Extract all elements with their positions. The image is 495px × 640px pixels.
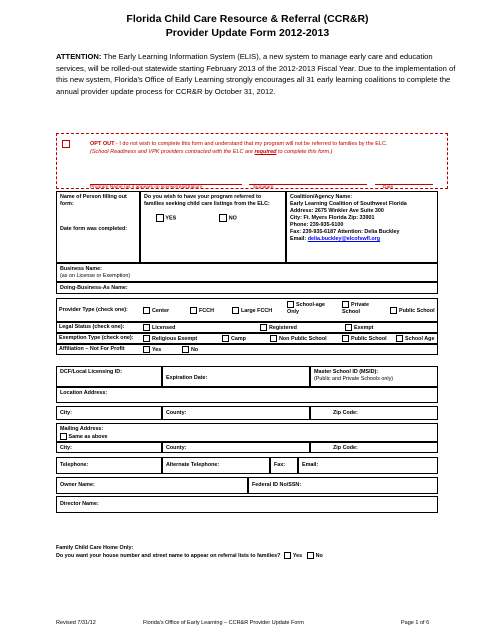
attention-label: ATTENTION: — [56, 52, 102, 61]
provider-large-fcch-checkbox[interactable] — [232, 307, 239, 314]
provider-school-age-option[interactable] — [287, 301, 337, 316]
telephone-cell[interactable] — [56, 457, 162, 474]
exemption-camp-label: Camp — [231, 335, 246, 342]
mailing-label: Mailing Address: — [60, 426, 104, 432]
person-cell[interactable] — [56, 191, 140, 263]
affiliation-no-checkbox[interactable] — [182, 346, 189, 353]
master-school-label: Master School ID (MSID): — [314, 369, 379, 375]
provider-public-school-checkbox[interactable] — [390, 307, 397, 314]
legal-exempt-label: Exempt — [354, 324, 374, 331]
form-title: Florida Child Care Resource & Referral (CCR&R) — [126, 13, 369, 25]
master-school-cell[interactable] — [310, 366, 438, 387]
city-cell[interactable] — [56, 406, 162, 420]
referral-no-label: NO — [228, 215, 237, 222]
exemption-school-age-label: School Age — [405, 335, 435, 342]
exemption-public-school-option[interactable] — [342, 335, 387, 343]
coalition-address: Address: 2675 Winkler Ave Suite 300 — [290, 208, 384, 214]
coalition-fax: Fax: 239-935-6187 Attention: Delia Buckley — [290, 229, 400, 235]
provider-large-fcch-label: Large FCCH — [241, 307, 273, 314]
exemption-religious-checkbox[interactable] — [143, 335, 150, 342]
exemption-type-label: Exemption Type (check one): — [59, 335, 134, 341]
person-label: Name of Person filling out form: — [60, 194, 127, 207]
provider-large-fcch-option[interactable] — [232, 307, 272, 315]
zip2-cell[interactable] — [310, 442, 438, 453]
legal-registered-checkbox[interactable] — [260, 324, 267, 331]
provider-type-label: Provider Type (check one): — [59, 307, 128, 313]
city2-cell[interactable] — [56, 442, 162, 453]
license-id-cell[interactable] — [56, 366, 162, 387]
family-home-no-label: No — [315, 552, 323, 559]
family-home-yes-checkbox[interactable] — [284, 552, 291, 559]
legal-licensed-label: Licensed — [152, 324, 176, 331]
affiliation-yes-label: Yes — [152, 346, 162, 353]
family-home-heading: Family Child Care Home Only: — [56, 545, 134, 551]
county2-cell[interactable] — [162, 442, 310, 453]
provider-center-checkbox[interactable] — [143, 307, 150, 314]
footer-page: Page 1 of 6 — [401, 620, 430, 626]
affiliation-yes-checkbox[interactable] — [143, 346, 150, 353]
exemption-non-public-option[interactable] — [270, 335, 327, 343]
opt-out-note-before: (School Readiness and VPK providers contracted with the ELC are — [90, 149, 255, 155]
provider-school-age-label: School-age Only — [287, 301, 326, 315]
family-home-yes-label: Yes — [292, 552, 303, 559]
same-as-above-checkbox[interactable] — [60, 433, 67, 440]
exemption-religious-option[interactable] — [143, 335, 197, 343]
legal-exempt-checkbox[interactable] — [345, 324, 352, 331]
opt-out-note-emphasis: required — [254, 149, 277, 155]
provider-public-school-label: Public School — [399, 307, 435, 314]
exemption-public-school-label: Public School — [351, 335, 387, 342]
alt-telephone-cell[interactable] — [162, 457, 270, 474]
exemption-public-school-checkbox[interactable] — [342, 335, 349, 342]
program-name-label: Program Name (as it appears on license/registration) — [90, 185, 203, 190]
provider-fcch-label: FCCH — [199, 307, 214, 314]
coalition-label: Coalition/Agency Name: — [290, 194, 353, 200]
director-row[interactable] — [56, 496, 438, 513]
business-name-row[interactable] — [56, 263, 438, 282]
affiliation-yes-option[interactable] — [143, 346, 161, 354]
date-label: Date — [383, 185, 394, 190]
coalition-email-link[interactable]: delia.buckley@elcofswfl.org — [307, 236, 381, 242]
family-home-question: Do you want your house number and street name to appear on referral lists to families? — [56, 552, 281, 559]
opt-out-label: OPT OUT — [90, 141, 115, 147]
provider-center-label: Center — [152, 307, 170, 314]
telephone-label: Telephone: — [60, 462, 89, 468]
legal-licensed-option[interactable] — [143, 324, 175, 332]
exemption-camp-option[interactable] — [222, 335, 246, 343]
form-subtitle: Provider Update Form 2012-2013 — [165, 27, 330, 39]
opt-out-box — [56, 133, 448, 189]
alt-telephone-label: Alternate Telephone: — [166, 462, 220, 468]
attention-paragraph — [56, 51, 456, 97]
email-label: Email: — [302, 462, 319, 468]
legal-status-label: Legal Status (check one): — [59, 324, 125, 330]
federal-id-label: Federal ID No/SSN: — [252, 482, 302, 488]
opt-out-text — [90, 140, 445, 156]
business-name-note: (as on License or Exemption) — [60, 273, 131, 279]
mailing-row[interactable] — [56, 423, 438, 442]
affiliation-no-option[interactable] — [182, 346, 198, 354]
exemption-religious-label: Religious Exempt — [152, 335, 198, 342]
opt-out-description: - I do not wish to complete this form and understand that my program will not be referred to families by the ELC. — [114, 141, 388, 147]
referral-cell — [140, 191, 286, 263]
attention-text: The Early Learning Information System (ELIS), a new system to manage early care and education services, will be rolled-out statewide starting February 2013 of the 2012-2013 Fiscal Year. Due to the implementation of this new system, Florida's Office of Early Learning strongly encourages all 31 early learning coalitions to complete the annual provider update process for CCR&R by October 31, 2012. — [56, 52, 456, 96]
zip-cell[interactable] — [310, 406, 438, 420]
county2-label: County: — [166, 445, 187, 451]
dba-row[interactable] — [56, 282, 438, 294]
owner-label: Owner Name: — [60, 482, 95, 488]
license-id-label: DCF/Local Licensing ID: — [60, 369, 122, 375]
coalition-phone: Phone: 239-935-6100 — [290, 222, 344, 228]
legal-exempt-option[interactable] — [345, 324, 373, 332]
provider-private-school-label: Private School — [342, 301, 369, 315]
exemption-non-public-checkbox[interactable] — [270, 335, 277, 342]
email-cell[interactable] — [298, 457, 438, 474]
fax-label: Fax: — [274, 462, 286, 468]
master-school-note: (Public and Private Schools only) — [314, 376, 394, 382]
coalition-name: Early Learning Coalition of Southwest Florida — [290, 201, 407, 207]
opt-out-checkbox[interactable] — [62, 140, 70, 148]
exemption-school-age-option[interactable] — [396, 335, 434, 343]
city2-label: City: — [60, 445, 72, 451]
coalition-email-label: Email: — [290, 236, 307, 242]
director-label: Director Name: — [60, 501, 99, 507]
referral-question: Do you wish to have your program referred to families seeking child care listings from the ELC: — [144, 194, 270, 207]
provider-private-school-option[interactable] — [342, 301, 386, 316]
provider-fcch-checkbox[interactable] — [190, 307, 197, 314]
signature-label: Signature — [253, 185, 274, 190]
fax-cell[interactable] — [270, 457, 298, 474]
referral-no-checkbox[interactable] — [219, 214, 227, 222]
federal-id-cell[interactable] — [248, 477, 438, 494]
date-completed-label: Date form was completed: — [60, 226, 128, 232]
family-home-question-line — [56, 552, 323, 560]
county-label: County: — [166, 410, 187, 416]
city-label: City: — [60, 410, 72, 416]
exemption-camp-checkbox[interactable] — [222, 335, 229, 342]
provider-private-school-checkbox[interactable] — [342, 301, 349, 308]
dba-label: Doing-Business-As Name: — [60, 285, 128, 291]
expiration-label: Expiration Date: — [166, 375, 208, 381]
provider-school-age-checkbox[interactable] — [287, 301, 294, 308]
provider-fcch-option[interactable] — [190, 307, 214, 315]
legal-registered-option[interactable] — [260, 324, 297, 332]
owner-cell[interactable] — [56, 477, 248, 494]
coalition-city: City: Ft. Myers Florida Zip: 33901 — [290, 215, 375, 221]
expiration-cell[interactable] — [162, 366, 310, 387]
affiliation-no-label: No — [191, 346, 199, 353]
location-label: Location Address: — [60, 390, 108, 396]
referral-yes-label: YES — [165, 215, 177, 222]
provider-center-option[interactable] — [143, 307, 169, 315]
same-as-above-label: Same as above — [68, 433, 108, 440]
family-home-no-checkbox[interactable] — [307, 552, 314, 559]
zip2-label: Zip Code: — [333, 445, 358, 451]
affiliation-label: Affiliation – Not For Profit — [59, 346, 125, 352]
exemption-non-public-label: Non Public School — [279, 335, 327, 342]
county-cell[interactable] — [162, 406, 310, 420]
legal-registered-label: Registered — [269, 324, 297, 331]
zip-label: Zip Code: — [333, 410, 358, 416]
provider-public-school-option[interactable] — [390, 307, 435, 315]
opt-out-note-after: to complete this form.) — [276, 149, 333, 155]
business-name-label: Business Name: — [60, 266, 102, 272]
exemption-school-age-checkbox[interactable] — [396, 335, 403, 342]
legal-licensed-checkbox[interactable] — [143, 324, 150, 331]
referral-yes-checkbox[interactable] — [156, 214, 164, 222]
coalition-cell — [286, 191, 438, 263]
footer-revised: Revised 7/31/12 — [56, 620, 96, 626]
footer-center: Florida's Office of Early Learning – CCR&R Provider Update Form — [143, 620, 304, 626]
location-row[interactable] — [56, 387, 438, 403]
